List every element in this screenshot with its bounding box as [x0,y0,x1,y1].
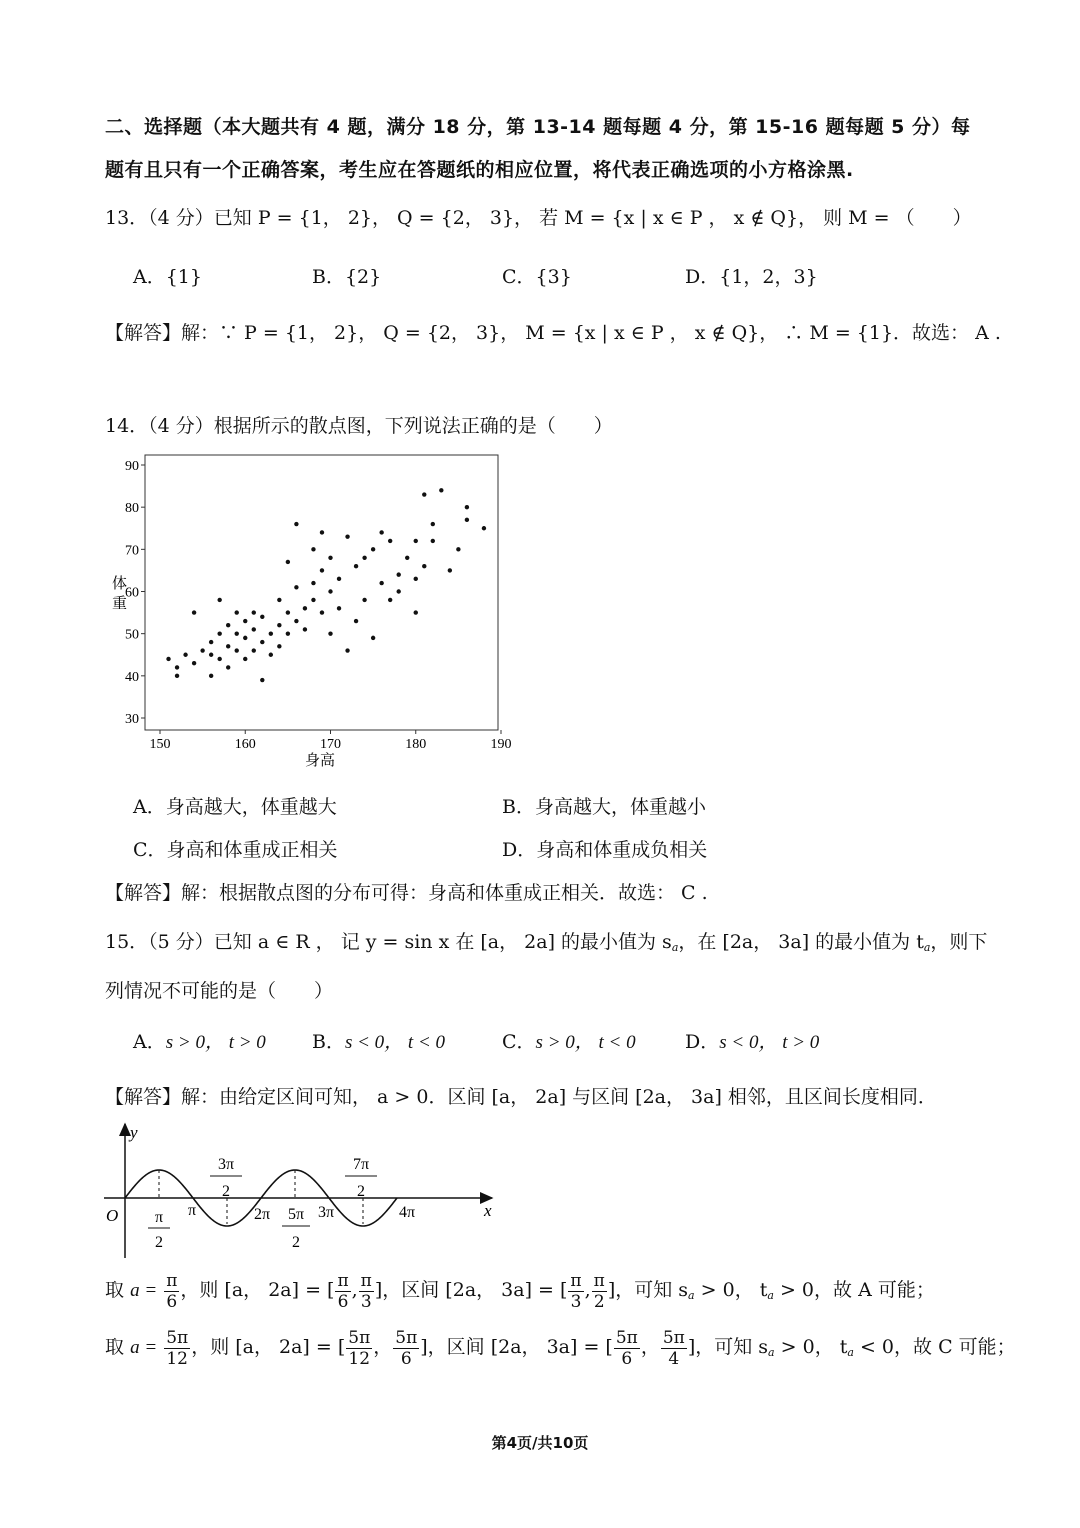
scatter-point [431,539,435,543]
scatter-point [277,623,281,627]
q14-answer: 【解答】解：根据散点图的分布可得：身高和体重成正相关．故选： C . [105,882,708,904]
scatter-point [252,627,256,631]
scatter-point [294,585,298,589]
tick-pi: π [187,1202,197,1219]
scatter-point [354,619,358,623]
y-tick-label: 70 [125,543,139,559]
scatter-point [328,589,332,593]
scatter-point [379,530,383,534]
y-tick-label: 90 [125,459,139,474]
scatter-point [294,522,298,526]
x-tick-label: 190 [490,737,512,752]
scatter-point [183,653,187,657]
tick-5pi2-den: 2 [292,1234,300,1251]
q14-option-a: A．身高越大，体重越大 [133,796,337,818]
tick-2pi: 2π [253,1206,271,1223]
scatter-point [311,598,315,602]
tick-5pi2-num: 5π [287,1206,305,1223]
y-tick-label: 80 [125,501,139,517]
q15-answer-intro: 【解答】解：由给定区间可知， a > 0．区间 [a， 2a] 与区间 [2a， 3a] 相邻，且区间长度相同． [105,1086,937,1108]
scatter-point [328,556,332,560]
y-axis-label-2: 重 [112,596,128,612]
scatter-point [379,581,383,585]
q15-option-d: D．s < 0， t > 0 [685,1031,820,1053]
q13-answer: 【解答】解：∵ P = {1， 2}， Q = {2， 3}， M = {x | x ∈ P ， x ∉ Q}， ∴ M = {1}．故选： A . [105,322,1001,344]
scatter-point [328,631,332,635]
scatter-point [209,640,213,644]
q15-case2: 取 a = $\frac{5\pi}{12}$ ，则 [a， 2a] = [ $\frac{5\pi}{12}$ ， $\frac{5\pi}{6}$ ]，区间 [2a， 3a] = [ $\frac{5\pi}{6}$ ， $\frac{5\pi}{4}$ ]，可知 $s_a > 0$， $t_a < 0$，故 C 可能； [105,1327,1016,1369]
tick-7pi2-den: 2 [357,1183,365,1200]
scatter-point [362,598,366,602]
scatter-point [226,665,230,669]
tick-pi2-num: π [154,1209,164,1226]
scatter-point [337,606,341,610]
y-tick-label: 60 [125,585,139,601]
y-tick-label: 30 [125,712,139,727]
scatter-point [166,657,170,661]
origin-label: O [106,1206,119,1225]
tick-pi2-den: 2 [155,1234,163,1251]
scatter-point [252,610,256,614]
scatter-point [286,560,290,564]
scatter-point [414,539,418,543]
scatter-point [209,674,213,678]
x-axis-label: 身高 [304,753,336,769]
y-tick-label: 50 [125,627,139,643]
tick-3pi2-num: 3π [217,1156,235,1173]
scatter-point [235,631,239,635]
scatter-point [260,678,264,682]
scatter-point [320,568,324,572]
scatter-point [337,577,341,581]
scatter-point [465,518,469,522]
scatter-point [286,610,290,614]
q14-option-b: B．身高越大，体重越小 [502,796,706,818]
scatter-point [422,564,426,568]
scatter-point [192,610,196,614]
q14-option-c: C．身高和体重成正相关 [133,839,338,861]
tick-3pi: 3π [317,1204,335,1221]
scatter-point [303,627,307,631]
scatter-point [311,581,315,585]
scatter-point [362,556,366,560]
scatter-point [243,657,247,661]
scatter-point [175,674,179,678]
scatter-point [482,526,486,530]
q15-option-c: C．s > 0， t < 0 [502,1031,636,1053]
scatter-point [200,648,204,652]
q13-option-a: A．{1} [133,266,202,288]
x-label: x [484,1201,492,1220]
scatter-point [277,644,281,648]
x-tick-label: 150 [149,737,171,752]
x-tick-label: 170 [320,737,341,752]
scatter-point [192,661,196,665]
tick-7pi2-num: 7π [352,1156,370,1173]
q14-option-d: D．身高和体重成负相关 [502,839,708,861]
scatter-chart [100,450,520,775]
q15-case1: 取 a = $\frac{\pi}{6}$ ，则 [a， 2a] = [ $\frac{\pi}{6}$ , $\frac{\pi}{3}$ ]，区间 [2a， 3a] = [ $\frac{\pi}{3}$ , $\frac{\pi}{2}$ ]，可知 $s_a > 0$， $t_a > 0$，故 A 可能； [105,1270,935,1312]
scatter-point [354,564,358,568]
q15-stem-line2: 列情况不可能的是（ ） [105,980,334,1002]
tick-4pi: 4π [398,1204,416,1221]
scatter-point [260,640,264,644]
y-axis-label-1: 体 [112,576,128,592]
scatter-point [217,657,221,661]
scatter-point [243,619,247,623]
scatter-point [465,505,469,509]
scatter-point [311,547,315,551]
scatter-point [371,636,375,640]
section-heading-line1: 二、选择题（本大题共有 4 题，满分 18 分，第 13-14 题每题 4 分，第 15-16 题每题 5 分）每 [105,116,971,138]
scatter-point [320,530,324,534]
q13-stem: 13．（4 分）已知 P = {1， 2}， Q = {2， 3}， 若 M = {x | x ∈ P ， x ∉ Q}， 则 M = （ ） [105,207,972,229]
x-tick-label: 180 [405,737,427,752]
y-tick-label: 40 [125,669,139,685]
scatter-point [448,568,452,572]
scatter-point [414,577,418,581]
scatter-point [269,631,273,635]
plot-frame [145,455,498,730]
scatter-point [252,648,256,652]
scatter-point [414,610,418,614]
scatter-point [269,653,273,657]
scatter-point [286,631,290,635]
q14-stem: 14．（4 分）根据所示的散点图，下列说法正确的是（ ） [105,415,613,437]
scatter-point [243,636,247,640]
scatter-point [209,653,213,657]
scatter-point [294,619,298,623]
scatter-point [439,488,443,492]
scatter-point [405,556,409,560]
scatter-point [388,539,392,543]
scatter-point [422,492,426,496]
scatter-point [235,648,239,652]
q15-option-b: B．s < 0， t < 0 [312,1031,446,1053]
scatter-point [175,665,179,669]
q15-option-a: A．s > 0， t > 0 [133,1031,266,1053]
scatter-point [303,606,307,610]
scatter-point [397,589,401,593]
scatter-point [217,598,221,602]
q13-option-b: B．{2} [312,266,382,288]
q13-option-d: D．{1，2，3} [685,266,818,288]
scatter-point [345,648,349,652]
scatter-point [226,644,230,648]
scatter-point [235,610,239,614]
scatter-point [217,631,221,635]
q15-stem-line1: 15．（5 分）已知 a ∈ R ， 记 y = sin x 在 [a， 2a] 的最小值为 $s_a$，在 [2a， 3a] 的最小值为 $t_a$，则下 [105,931,988,954]
y-label: y [130,1123,138,1142]
q13-option-c: C．{3} [502,266,572,288]
scatter-point [397,572,401,576]
sine-graph [100,1118,500,1263]
tick-3pi2-den: 2 [222,1183,230,1200]
scatter-point [277,598,281,602]
scatter-point [320,610,324,614]
scatter-point [456,547,460,551]
section-heading-line2: 题有且只有一个正确答案，考生应在答题纸的相应位置，将代表正确选项的小方格涂黑. [105,159,854,181]
scatter-point [345,534,349,538]
scatter-point [431,522,435,526]
scatter-point [388,598,392,602]
scatter-point [226,623,230,627]
scatter-point [260,615,264,619]
scatter-point [371,547,375,551]
page-number: 第4页/共10页 [491,1434,589,1452]
x-tick-label: 160 [234,737,256,752]
